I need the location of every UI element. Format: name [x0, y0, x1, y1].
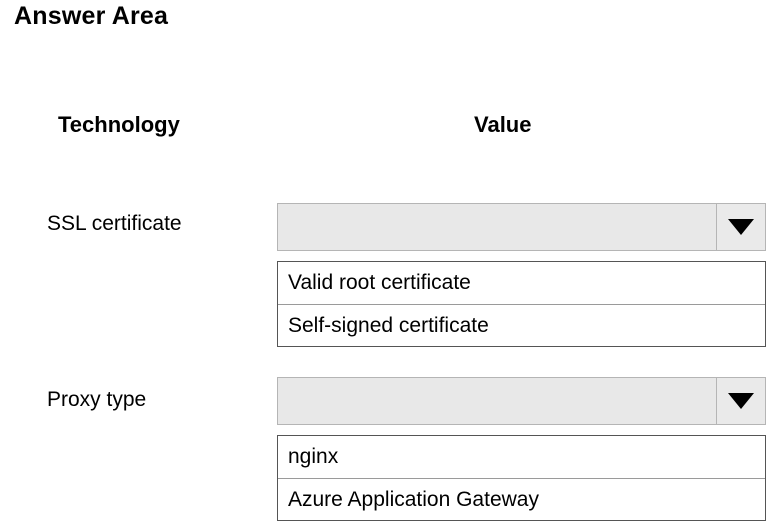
list-item[interactable]: Azure Application Gateway	[278, 478, 765, 520]
column-header-technology: Technology	[58, 112, 180, 137]
dropdown-proxy-type[interactable]	[277, 377, 766, 425]
page-title: Answer Area	[14, 2, 169, 30]
row-label-ssl-certificate: SSL certificate	[47, 212, 182, 235]
list-item[interactable]: Self-signed certificate	[278, 304, 765, 346]
list-item[interactable]: nginx	[278, 436, 765, 478]
row-label-proxy-type: Proxy type	[47, 388, 147, 411]
column-header-value: Value	[474, 112, 532, 137]
dropdown-ssl-certificate[interactable]	[277, 203, 766, 251]
chevron-down-icon[interactable]	[716, 204, 765, 250]
dropdown-list-ssl-certificate[interactable]	[277, 261, 766, 347]
dropdown-proxy-type-value	[278, 378, 716, 424]
dropdown-ssl-certificate-value	[278, 204, 716, 250]
dropdown-list-proxy-type[interactable]	[277, 435, 766, 521]
chevron-down-icon[interactable]	[716, 378, 765, 424]
list-item[interactable]: Valid root certificate	[278, 262, 765, 304]
